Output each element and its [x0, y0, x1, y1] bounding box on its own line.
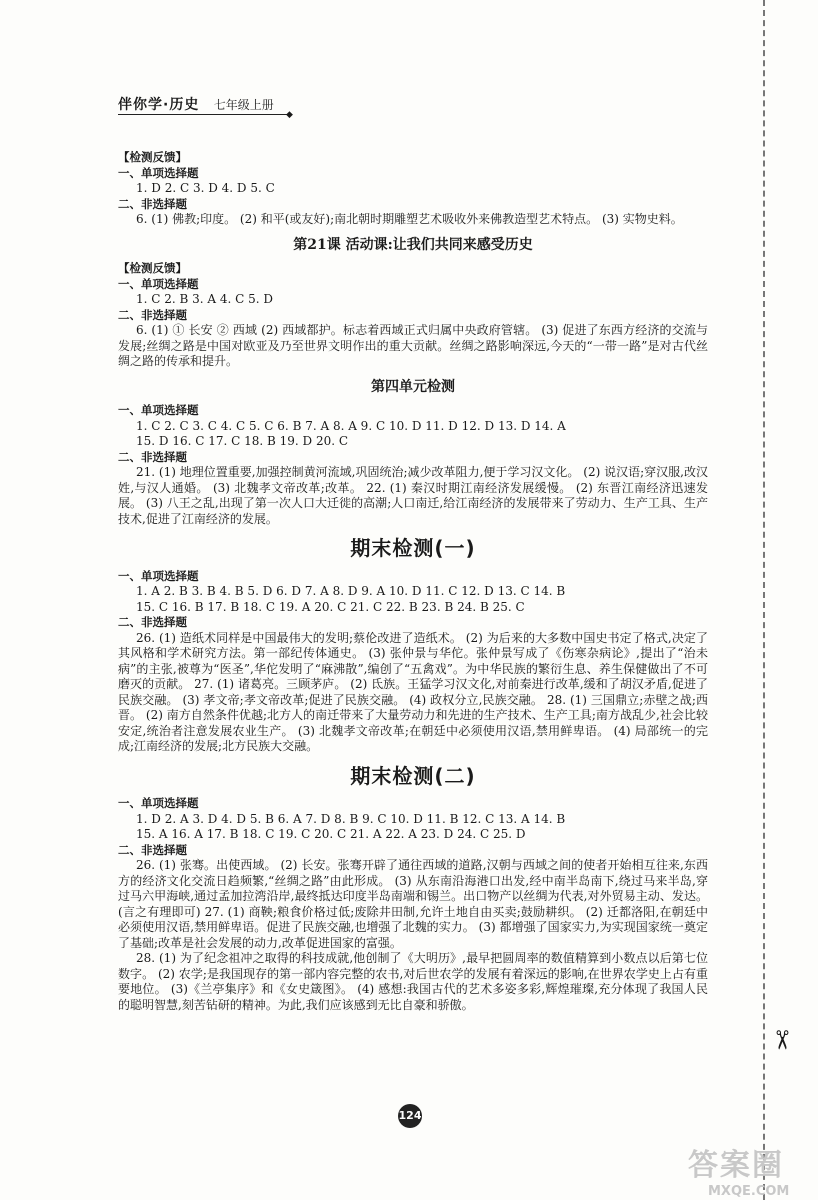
lesson-21-title: 第21课 活动课:让我们共同来感受历史 [293, 236, 533, 253]
section-heading: 一、单项选择题 [118, 568, 199, 583]
section-heading: 二、非选择题 [118, 449, 187, 464]
final-exam-1-block [118, 569, 708, 755]
answer-paragraph: 26. (1) 张骞。出使西域。 (2) 长安。张骞开辟了通往西域的道路,汉朝与西域之间的使者开始相互往来,东西方的经济文化交流日趋频繁,“丝绸之路”由此形成。 (3) 从东南沿海港口出发,经中南半岛南下,绕过马来半岛,穿过马六甲海峡,通过孟加拉湾沿岸,最终抵达印度半岛南端和锡兰。出口物产以丝绸为代表,对外贸易主动、发达。(言之有理即可) 27. (1) 商鞅;粮食价格过低;废除井田制,允许土地自由买卖;鼓励耕织。 (2) 迁都洛阳,在朝廷中必须使用汉语,禁用鲜卑语。促进了民族交融,也增强了北魏的实力。 (3) 都增强了国家实力,为实现国家统一奠定了基础;改革是社会发展的动力,改革促进国家的富强。 [118, 858, 708, 950]
cut-line [763, 0, 765, 1200]
mc-answers: 15. C 16. B 17. B 18. C 19. A 20. C 21. C 22. B 23. B 24. B 25. C [136, 599, 525, 614]
section-heading: 二、非选择题 [118, 615, 187, 629]
diamond-icon: ◆ [286, 110, 293, 120]
book-brand: 伴你学·历史 [118, 97, 200, 113]
mc-answers: 15. D 16. C 17. C 18. B 19. D 20. C [136, 434, 349, 448]
mc-answers: 1. C 2. B 3. A 4. C 5. D [136, 292, 274, 306]
mc-answers: 1. C 2. C 3. C 4. C 5. C 6. B 7. A 8. A 9. C 10. D 11. D 12. D 13. D 14. A [136, 418, 566, 433]
unit-4-block [118, 403, 708, 527]
feedback-block-2 [118, 261, 708, 370]
watermark [688, 1140, 789, 1199]
feedback-block-1 [118, 150, 708, 228]
answer-paragraph: 21. (1) 地理位置重要,加强控制黄河流域,巩固统治;减少改革阻力,便于学习汉文化。 (2) 说汉语;穿汉服,改汉姓,与汉人通婚。 (3) 北魏孝文帝改革;改革。 22. (1) 秦汉时期江南经济发展缓慢。 (2) 东晋江南经济迅速发展。 (3) 八王之乱,出现了第一次人口大迁徙的高潮;人口南迁,给江南经济的发展带来了劳动力、生产工具、生产技术,促进了江南经济的发展。 [118, 465, 708, 526]
feedback-tag: 【检测反馈】 [118, 150, 187, 164]
scissors-icon: ✂ [765, 1029, 796, 1051]
final-exam-2-title: 期末检测(二) [350, 763, 476, 788]
answer-paragraph: 6. (1) ① 长安 ② 西域 (2) 西域都护。标志着西域正式归属中央政府管辖。 (3) 促进了东西方经济的交流与发展;丝绸之路是中国对欧亚及乃至世界文明作出的重大贡献。丝绸之路影响深远,今天的“一带一路”是对古代丝绸之路的传承和提升。 [118, 323, 708, 368]
unit-4-title: 第四单元检测 [371, 378, 455, 395]
section-heading: 一、单项选择题 [118, 403, 199, 417]
grade-label: 七年级上册 [213, 98, 274, 112]
header-rule [118, 114, 288, 115]
section-heading: 二、非选择题 [118, 307, 187, 322]
section-heading: 一、单项选择题 [118, 165, 199, 180]
mc-answers: 1. D 2. A 3. D 4. D 5. B 6. A 7. D 8. B 9. C 10. D 11. B 12. C 13. A 14. B [136, 811, 566, 826]
mc-answers: 1. D 2. C 3. D 4. D 5. C [136, 181, 275, 195]
page-number: 124 [398, 1104, 422, 1128]
watermark-logo-text: 答案圈 [688, 1148, 784, 1183]
answer-paragraph: 6. (1) 佛教;印度。 (2) 和平(或友好);南北朝时期雕塑艺术吸收外来佛教造型艺术特点。 (3) 实物史料。 [136, 212, 683, 226]
mc-answers: 1. A 2. B 3. B 4. B 5. D 6. D 7. A 8. D 9. A 10. D 11. C 12. D 13. C 14. B [136, 584, 566, 598]
watermark-url: MXQE.COM [708, 1184, 790, 1199]
running-header [118, 94, 678, 120]
section-heading: 一、单项选择题 [118, 796, 199, 810]
final-exam-2-block [118, 796, 708, 1013]
answer-paragraph: 28. (1) 为了纪念祖冲之取得的科技成就,他创制了《大明历》,最早把圆周率的数值精算到小数点以后第七位数字。 (2) 农学;是我国现存的第一部内容完整的农书,对后世农学的发展有着深远的影响,在世界农学史上占有重要地位。 (3)《兰亭集序》和《女史箴图》。 (4) 感想:我国古代的艺术多姿多彩,辉煌璀璨,充分体现了我国人民的聪明智慧,刻苦钻研的精神。为此,我们应该感到无比自豪和骄傲。 [118, 951, 708, 1012]
mc-answers: 15. A 16. A 17. B 18. C 19. C 20. C 21. A 22. A 23. D 24. C 25. D [136, 827, 526, 841]
final-exam-1-title: 期末检测(一) [350, 536, 476, 560]
feedback-tag: 【检测反馈】 [118, 261, 187, 275]
section-heading: 二、非选择题 [118, 842, 187, 857]
section-heading: 二、非选择题 [118, 196, 187, 211]
section-heading: 一、单项选择题 [118, 276, 199, 291]
answer-paragraph: 26. (1) 造纸术同样是中国最伟大的发明;蔡伦改进了造纸术。 (2) 为后来的大多数中国史书定了格式,决定了其风格和学术研究方法。第一部纪传体通史。 (3) 张仲景与华佗。张仲景写成了《伤寒杂病论》,提出了“治未病”的主张,被尊为“医圣”,华佗发明了“麻沸散”,编创了“五禽戏”。为中华民族的繁衍生息、养生保健做出了不可磨灭的贡献。 27. (1) 诸葛亮。三顾茅庐。 (2) 氐族。王猛学习汉文化,对前秦进行改革,缓和了胡汉矛盾,促进了民族交融。 (3) 孝文帝;孝文帝改革;促进了民族交融。 (4) 政权分立,民族交融。 28. (1) 三国鼎立;赤壁之战;西晋。 (2) 南方自然条件优越;北方人的南迁带来了大量劳动力和先进的生产技术、生产工具;南方战乱少,社会比较安定,统治者注意发展农业生产。 (3) 北魏孝文帝改革;在朝廷中必须使用汉语,禁用鲜卑语。 (4) 局部统一的完成;江南经济的发展;北方民族大交融。 [118, 630, 708, 753]
answer-content [118, 150, 708, 1013]
